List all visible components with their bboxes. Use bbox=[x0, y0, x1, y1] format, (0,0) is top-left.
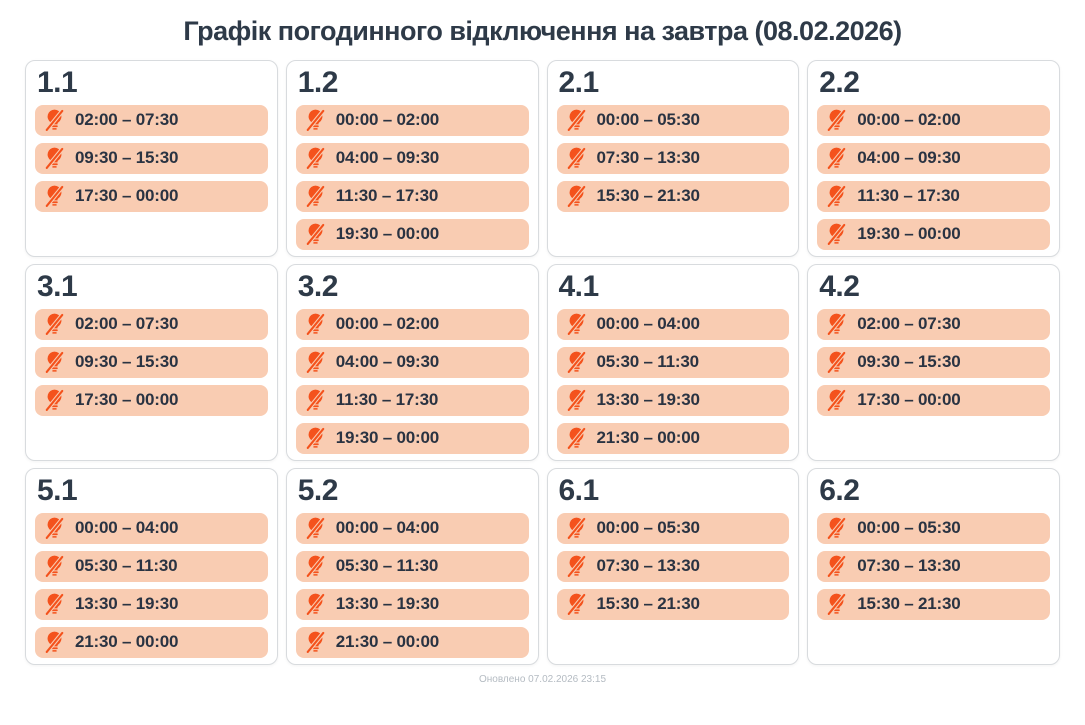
lightbulb-slash-icon bbox=[306, 312, 325, 336]
slot-row bbox=[817, 309, 1050, 340]
queue-card bbox=[25, 468, 278, 665]
slot-list bbox=[296, 513, 529, 658]
queue-title: 6.2 bbox=[819, 474, 860, 507]
slot-time: 05:30 – 11:30 bbox=[335, 556, 439, 575]
slot-list bbox=[557, 105, 790, 212]
lightbulb-slash-icon bbox=[827, 146, 846, 170]
slot-list bbox=[557, 513, 790, 620]
lightbulb-slash-icon bbox=[45, 592, 64, 616]
lightbulb-slash-icon bbox=[306, 350, 325, 374]
slot-time: 02:00 – 07:30 bbox=[857, 314, 961, 333]
slot-time: 00:00 – 02:00 bbox=[857, 110, 961, 129]
slot-time: 09:30 – 15:30 bbox=[857, 352, 961, 371]
slot-list bbox=[35, 513, 268, 658]
lightbulb-slash-icon bbox=[827, 222, 846, 246]
queue-card bbox=[547, 60, 800, 257]
slot-time: 15:30 – 21:30 bbox=[596, 186, 700, 205]
slot-row bbox=[557, 589, 790, 620]
slot-time: 17:30 – 00:00 bbox=[857, 390, 961, 409]
lightbulb-slash-icon bbox=[306, 184, 325, 208]
slot-row bbox=[296, 143, 529, 174]
slot-row bbox=[296, 513, 529, 544]
slot-time: 00:00 – 02:00 bbox=[335, 110, 440, 129]
lightbulb-slash-icon bbox=[306, 108, 325, 132]
slot-time: 15:30 – 21:30 bbox=[596, 594, 700, 613]
lightbulb-slash-icon bbox=[827, 388, 846, 412]
slot-time: 17:30 – 00:00 bbox=[75, 186, 179, 205]
slot-time: 13:30 – 19:30 bbox=[75, 594, 179, 613]
queues-grid bbox=[25, 60, 1060, 665]
slot-time: 00:00 – 04:00 bbox=[596, 314, 700, 333]
slot-list bbox=[35, 309, 268, 416]
slot-row bbox=[35, 309, 268, 340]
lightbulb-slash-icon bbox=[45, 516, 64, 540]
queue-title: 4.1 bbox=[558, 270, 599, 303]
lightbulb-slash-icon bbox=[45, 388, 64, 412]
lightbulb-slash-icon bbox=[567, 146, 586, 170]
queue-card bbox=[286, 264, 539, 461]
slot-time: 00:00 – 05:30 bbox=[596, 110, 700, 129]
slot-row bbox=[557, 143, 790, 174]
slot-time: 04:00 – 09:30 bbox=[335, 148, 440, 167]
queue-card bbox=[807, 60, 1060, 257]
lightbulb-slash-icon bbox=[306, 146, 325, 170]
slot-row bbox=[557, 181, 790, 212]
lightbulb-slash-icon bbox=[45, 554, 64, 578]
slot-time: 11:30 – 17:30 bbox=[857, 186, 960, 205]
lightbulb-slash-icon bbox=[567, 184, 586, 208]
lightbulb-slash-icon bbox=[567, 312, 586, 336]
slot-time: 05:30 – 11:30 bbox=[596, 352, 699, 371]
slot-time: 11:30 – 17:30 bbox=[335, 390, 439, 409]
lightbulb-slash-icon bbox=[306, 630, 325, 654]
queue-title: 3.1 bbox=[37, 270, 78, 303]
slot-row bbox=[817, 589, 1050, 620]
lightbulb-slash-icon bbox=[827, 350, 846, 374]
slot-row bbox=[296, 589, 529, 620]
slot-row bbox=[817, 513, 1050, 544]
slot-row bbox=[557, 309, 790, 340]
queue-title: 3.2 bbox=[297, 270, 338, 303]
slot-row bbox=[35, 105, 268, 136]
queue-card bbox=[286, 60, 539, 257]
slot-time: 21:30 – 00:00 bbox=[75, 632, 179, 651]
slot-time: 07:30 – 13:30 bbox=[596, 556, 700, 575]
lightbulb-slash-icon bbox=[827, 516, 846, 540]
lightbulb-slash-icon bbox=[45, 312, 64, 336]
lightbulb-slash-icon bbox=[567, 108, 586, 132]
queue-card bbox=[25, 264, 278, 461]
queue-title: 1.2 bbox=[297, 66, 338, 99]
slot-row bbox=[817, 347, 1050, 378]
lightbulb-slash-icon bbox=[567, 592, 586, 616]
slot-row bbox=[296, 105, 529, 136]
lightbulb-slash-icon bbox=[45, 146, 64, 170]
slot-time: 19:30 – 00:00 bbox=[857, 224, 961, 243]
slot-list bbox=[557, 309, 790, 454]
slot-row bbox=[296, 385, 529, 416]
slot-time: 19:30 – 00:00 bbox=[335, 224, 440, 243]
slot-time: 17:30 – 00:00 bbox=[75, 390, 179, 409]
slot-row bbox=[557, 423, 790, 454]
queue-card bbox=[547, 468, 800, 665]
slot-time: 21:30 – 00:00 bbox=[335, 632, 440, 651]
slot-row bbox=[35, 181, 268, 212]
lightbulb-slash-icon bbox=[567, 350, 586, 374]
lightbulb-slash-icon bbox=[567, 554, 586, 578]
slot-time: 04:00 – 09:30 bbox=[335, 352, 440, 371]
slot-row bbox=[296, 181, 529, 212]
slot-time: 00:00 – 05:30 bbox=[857, 518, 961, 537]
slot-row bbox=[817, 105, 1050, 136]
slot-row bbox=[35, 385, 268, 416]
slot-row bbox=[35, 627, 268, 658]
page-title: Графік погодинного відключення на завтра (08.02.2026) bbox=[183, 16, 902, 46]
queue-card bbox=[807, 468, 1060, 665]
slot-time: 02:00 – 07:30 bbox=[75, 110, 179, 129]
lightbulb-slash-icon bbox=[827, 108, 846, 132]
slot-row bbox=[817, 181, 1050, 212]
lightbulb-slash-icon bbox=[45, 108, 64, 132]
lightbulb-slash-icon bbox=[827, 312, 846, 336]
slot-list bbox=[817, 513, 1050, 620]
slot-time: 00:00 – 04:00 bbox=[335, 518, 440, 537]
slot-time: 00:00 – 02:00 bbox=[335, 314, 440, 333]
slot-list bbox=[296, 105, 529, 250]
slot-time: 15:30 – 21:30 bbox=[857, 594, 961, 613]
lightbulb-slash-icon bbox=[567, 426, 586, 450]
lightbulb-slash-icon bbox=[306, 388, 325, 412]
lightbulb-slash-icon bbox=[827, 592, 846, 616]
slot-row bbox=[35, 143, 268, 174]
slot-row bbox=[557, 551, 790, 582]
slot-row bbox=[817, 385, 1050, 416]
queue-card bbox=[547, 264, 800, 461]
slot-time: 09:30 – 15:30 bbox=[75, 352, 179, 371]
slot-row bbox=[35, 589, 268, 620]
slot-time: 04:00 – 09:30 bbox=[857, 148, 961, 167]
slot-row bbox=[817, 551, 1050, 582]
slot-row bbox=[557, 385, 790, 416]
queue-title: 2.1 bbox=[558, 66, 599, 99]
slot-time: 11:30 – 17:30 bbox=[335, 186, 439, 205]
queue-title: 5.2 bbox=[297, 474, 338, 507]
slot-row bbox=[296, 309, 529, 340]
slot-time: 00:00 – 04:00 bbox=[75, 518, 179, 537]
slot-time: 13:30 – 19:30 bbox=[335, 594, 440, 613]
slot-list bbox=[817, 309, 1050, 416]
slot-row bbox=[296, 347, 529, 378]
lightbulb-slash-icon bbox=[306, 592, 325, 616]
slot-time: 07:30 – 13:30 bbox=[596, 148, 700, 167]
lightbulb-slash-icon bbox=[45, 184, 64, 208]
slot-time: 00:00 – 05:30 bbox=[596, 518, 700, 537]
slot-row bbox=[35, 347, 268, 378]
slot-time: 07:30 – 13:30 bbox=[857, 556, 961, 575]
lightbulb-slash-icon bbox=[306, 222, 325, 246]
updated-timestamp: Оновлено 07.02.2026 23:15 bbox=[478, 674, 607, 685]
lightbulb-slash-icon bbox=[45, 350, 64, 374]
slot-row bbox=[35, 551, 268, 582]
lightbulb-slash-icon bbox=[306, 516, 325, 540]
queue-card bbox=[286, 468, 539, 665]
slot-time: 19:30 – 00:00 bbox=[335, 428, 440, 447]
slot-time: 05:30 – 11:30 bbox=[75, 556, 178, 575]
slot-list bbox=[35, 105, 268, 212]
slot-time: 02:00 – 07:30 bbox=[75, 314, 179, 333]
slot-row bbox=[296, 423, 529, 454]
queue-card bbox=[25, 60, 278, 257]
slot-row bbox=[296, 219, 529, 250]
queue-title: 4.2 bbox=[819, 270, 860, 303]
slot-time: 09:30 – 15:30 bbox=[75, 148, 179, 167]
lightbulb-slash-icon bbox=[827, 554, 846, 578]
slot-time: 21:30 – 00:00 bbox=[596, 428, 700, 447]
queue-card bbox=[807, 264, 1060, 461]
lightbulb-slash-icon bbox=[567, 516, 586, 540]
queue-title: 2.2 bbox=[819, 66, 860, 99]
lightbulb-slash-icon bbox=[827, 184, 846, 208]
slot-row bbox=[296, 551, 529, 582]
lightbulb-slash-icon bbox=[45, 630, 64, 654]
lightbulb-slash-icon bbox=[567, 388, 586, 412]
slot-row bbox=[296, 627, 529, 658]
slot-row bbox=[817, 143, 1050, 174]
slot-row bbox=[557, 513, 790, 544]
slot-list bbox=[296, 309, 529, 454]
queue-title: 1.1 bbox=[37, 66, 78, 99]
slot-row bbox=[35, 513, 268, 544]
lightbulb-slash-icon bbox=[306, 554, 325, 578]
queue-title: 5.1 bbox=[37, 474, 78, 507]
slot-time: 13:30 – 19:30 bbox=[596, 390, 700, 409]
slot-row bbox=[557, 105, 790, 136]
lightbulb-slash-icon bbox=[306, 426, 325, 450]
slot-list bbox=[817, 105, 1050, 250]
slot-row bbox=[557, 347, 790, 378]
queue-title: 6.1 bbox=[558, 474, 599, 507]
slot-row bbox=[817, 219, 1050, 250]
